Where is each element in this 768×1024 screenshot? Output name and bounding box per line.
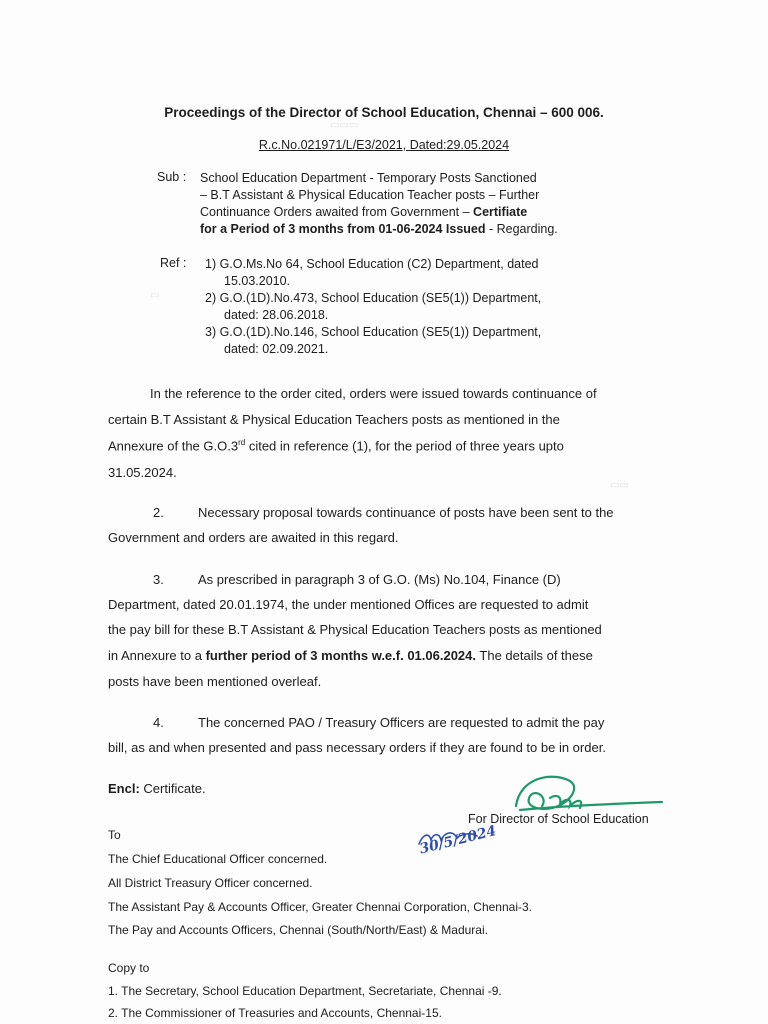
subject-text	[200, 170, 558, 238]
paragraph-2-line: Necessary proposal towards continuance of posts have been sent to the	[198, 505, 614, 520]
paragraph-1-line: certain B.T Assistant & Physical Education Teachers posts as mentioned in the	[108, 412, 560, 427]
paragraph-2-line: Government and orders are awaited in this regard.	[108, 530, 399, 545]
copy-to-item: 1. The Secretary, School Education Department, Secretariate, Chennai -9.	[108, 984, 502, 998]
recipient-line: The Chief Educational Officer concerned.	[108, 852, 328, 866]
paragraph-4-line: bill, as and when presented and pass necessary orders if they are found to be in order.	[108, 740, 606, 755]
recipient-line: All District Treasury Officer concerned.	[108, 876, 313, 890]
subject-line: School Education Department - Temporary Posts Sanctioned	[200, 171, 537, 185]
subject-line: for a Period of 3 months from 01-06-2024 Issued - Regarding.	[200, 222, 558, 236]
paragraph-4-line: The concerned PAO / Treasury Officers are requested to admit the pay	[198, 715, 605, 730]
subject-label: Sub :	[157, 170, 187, 184]
bleed-through-mark: ▭▭▭	[330, 120, 359, 131]
paragraph-3-number: 3.	[153, 572, 164, 587]
handwritten-date: 30/5/2024	[418, 823, 498, 858]
copy-to-item: 2. The Commissioner of Treasuries and Accounts, Chennai-15.	[108, 1006, 442, 1020]
reference-2: 2) G.O.(1D).No.473, School Education (SE5(1)) Department, dated: 28.06.2018.	[205, 291, 542, 322]
subject-line: Continuance Orders awaited from Government – Certifiate	[200, 205, 528, 219]
enclosure: Encl: Certificate.	[108, 781, 206, 796]
paragraph-3-line: Department, dated 20.01.1974, the under mentioned Offices are requested to admit	[108, 597, 589, 612]
reference-1: 1) G.O.Ms.No 64, School Education (C2) Department, dated 15.03.2010.	[205, 257, 539, 288]
to-label: To	[108, 828, 121, 842]
copy-to-label: Copy to	[108, 961, 150, 975]
paragraph-1-line: 31.05.2024.	[108, 465, 177, 480]
signature-stroke	[516, 777, 662, 810]
paragraph-4-number: 4.	[153, 715, 164, 730]
paragraph-3-line: As prescribed in paragraph 3 of G.O. (Ms) No.104, Finance (D)	[198, 572, 561, 587]
paragraph-3-line: the pay bill for these B.T Assistant & Physical Education Teachers posts as mentioned	[108, 622, 602, 637]
paragraph-3-line: posts have been mentioned overleaf.	[108, 674, 322, 689]
reference-3: 3) G.O.(1D).No.146, School Education (SE5(1)) Department, dated: 02.09.2021.	[205, 325, 542, 356]
recipient-line: The Assistant Pay & Accounts Officer, Greater Chennai Corporation, Chennai-3.	[108, 900, 533, 914]
paragraph-2-number: 2.	[153, 505, 164, 520]
paragraph-3-line: in Annexure to a further period of 3 months w.e.f. 01.06.2024. The details of these	[108, 648, 593, 663]
paragraph-1-line: Annexure of the G.O.3rd cited in reference (1), for the period of three years upto	[108, 438, 564, 454]
paragraph-1-line: In the reference to the order cited, orders were issued towards continuance of	[150, 386, 597, 401]
document-title: Proceedings of the Director of School Education, Chennai – 600 006.	[164, 105, 604, 120]
bleed-through-mark: ▭▭	[610, 480, 629, 491]
subject-line: – B.T Assistant & Physical Education Teacher posts – Further	[200, 188, 540, 202]
reference-label: Ref :	[160, 256, 187, 270]
signatory-line: For Director of School Education	[468, 812, 649, 826]
recipient-line: The Pay and Accounts Officers, Chennai (South/North/East) & Madurai.	[108, 923, 488, 937]
bleed-through-mark: ▭	[150, 290, 160, 301]
reference-number: R.c.No.021971/L/E3/2021, Dated:29.05.2024	[258, 138, 510, 152]
